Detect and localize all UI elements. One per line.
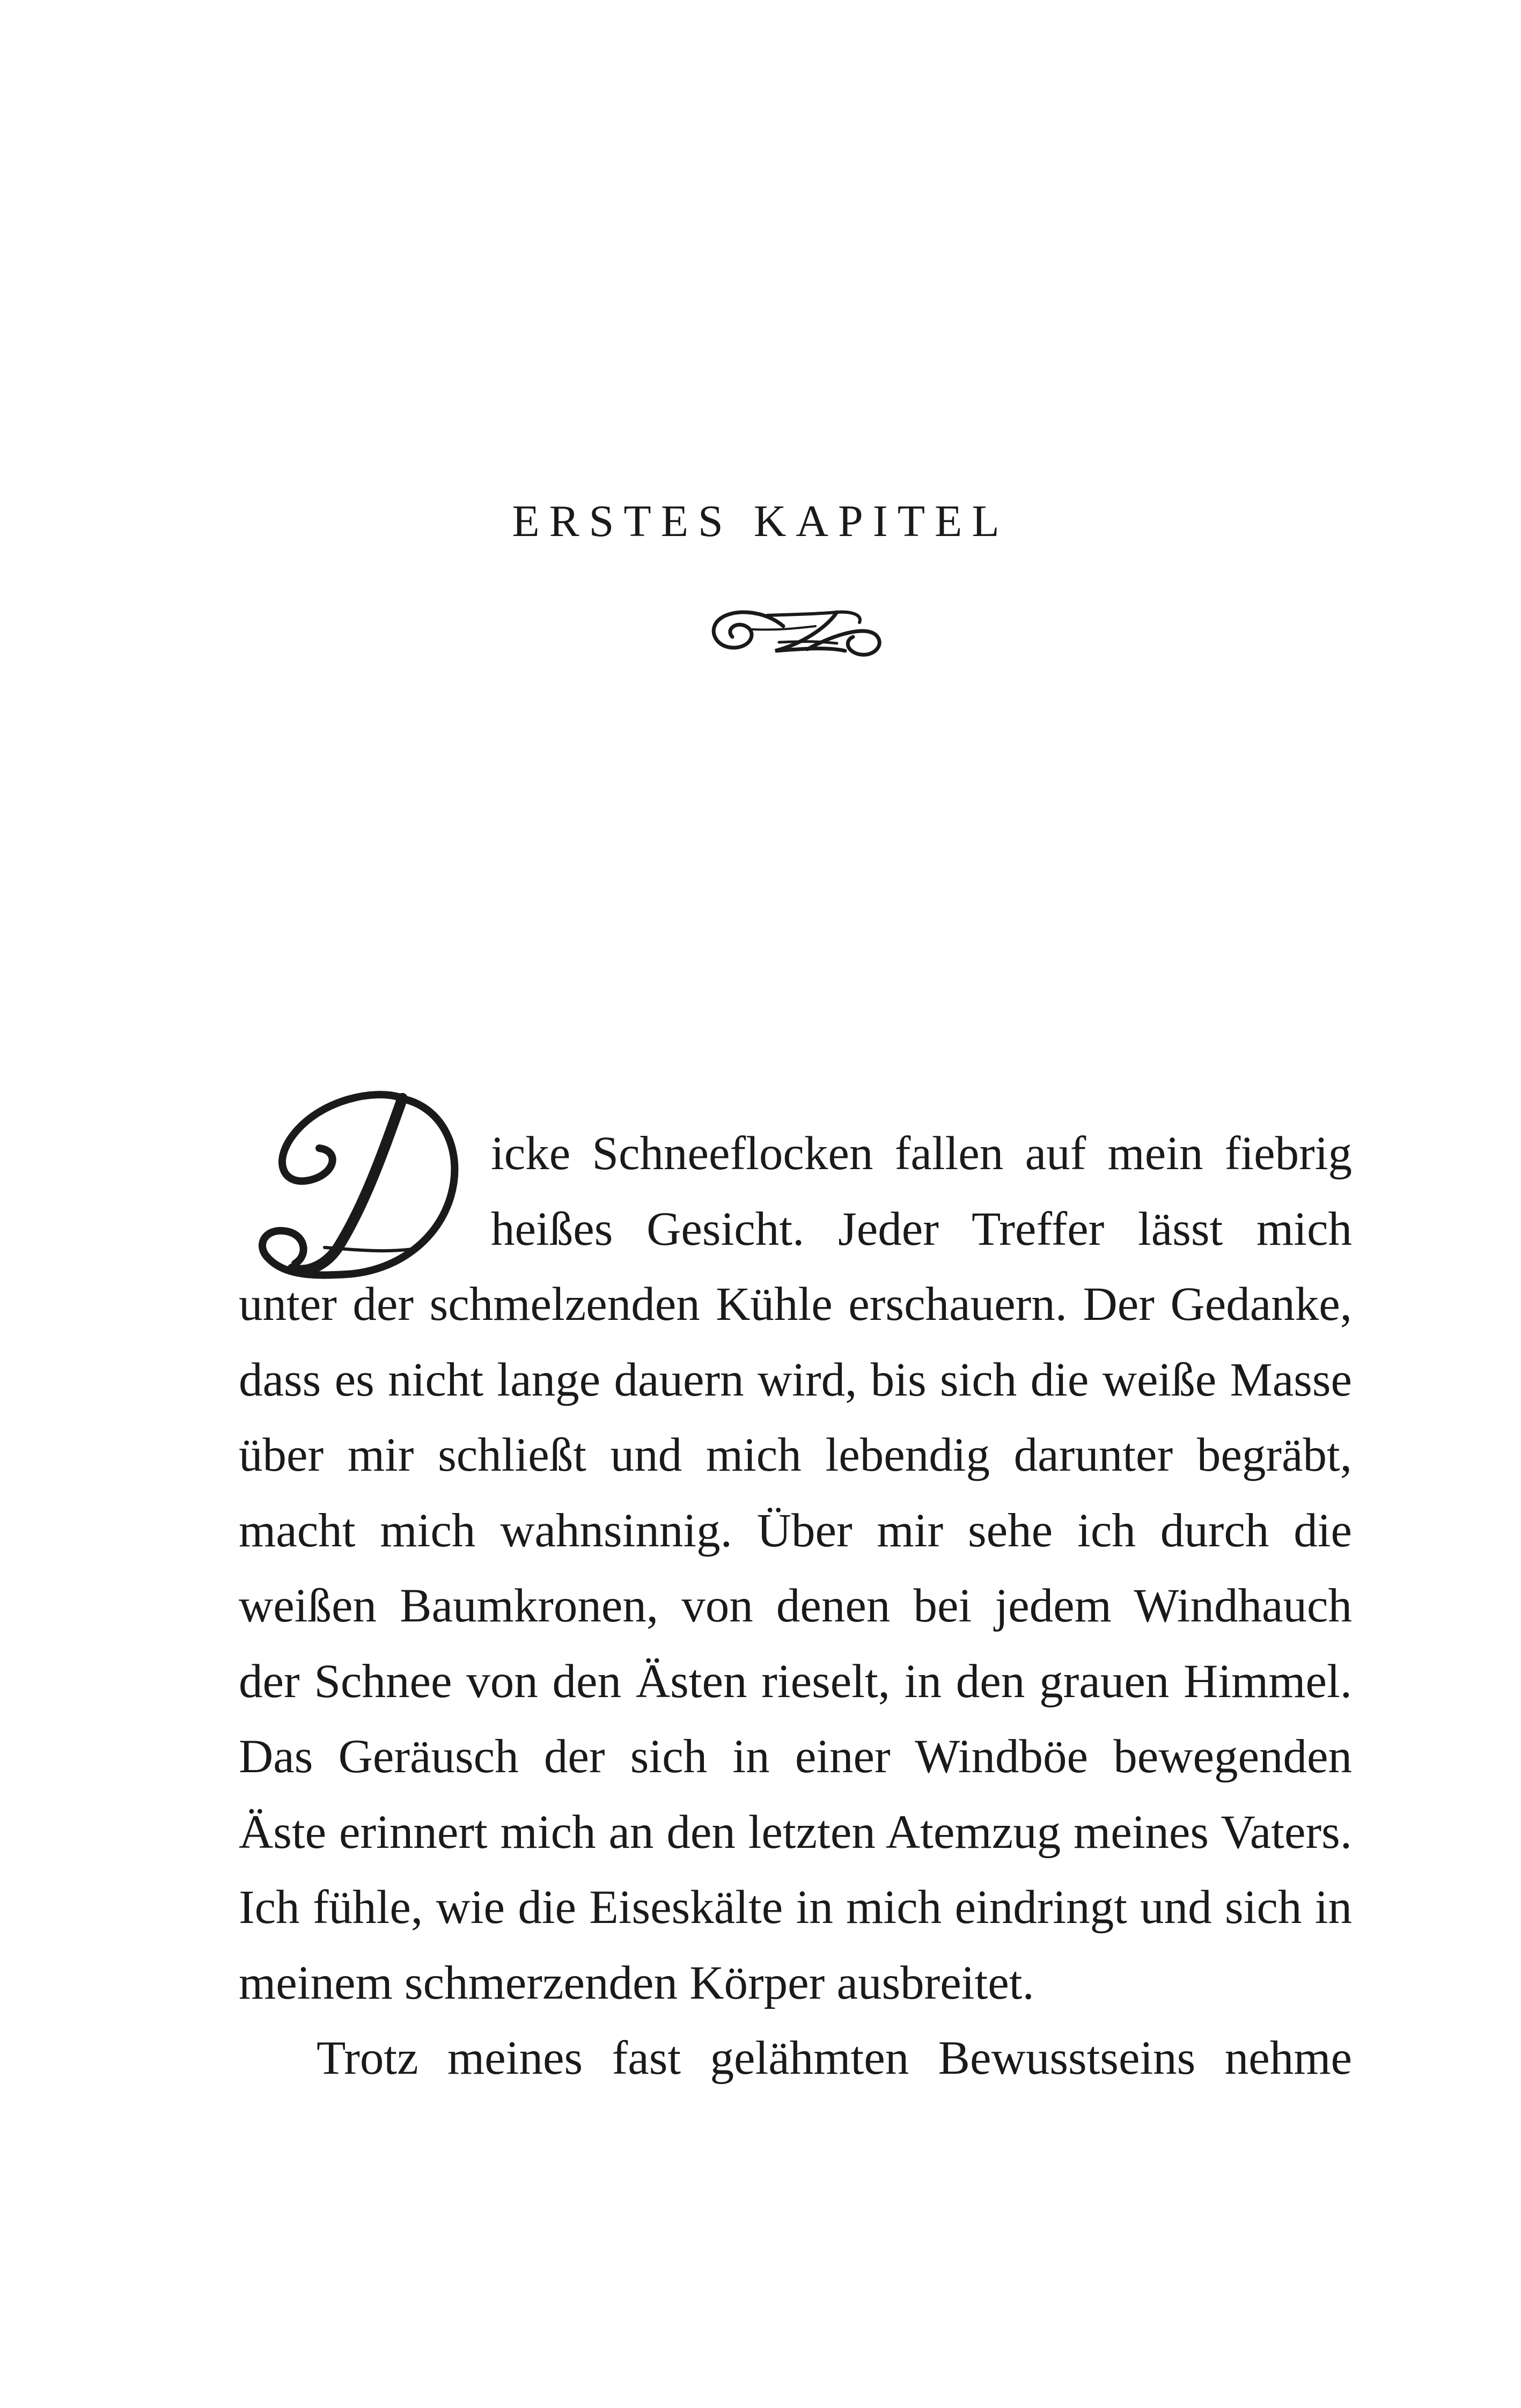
drop-cap bbox=[239, 1086, 477, 1237]
first-paragraph-text: icke Schneeflocken fallen auf mein fiebrig heißes Gesicht. Jeder Treffer lässt mich unter der schmelzenden Kühle erschauern. Der Gedanke, dass es nicht lange dauern wird, bis sich die weiße Masse über mir schließt und mich lebendig darunter begräbt, macht mich wahnsinnig. Über mir sehe ich durch die weißen Baumkronen, von denen bei jedem Windhauch der Schnee von den Ästen rieselt, in den grauen Himmel. Das Geräusch der sich in einer Windböe bewegenden Äste erinnert mich an den letzten Atemzug meines Vaters. Ich fühle, wie die Eiseskälte in mich eindringt und sich in meinem schmerzenden Körper ausbreitet. bbox=[239, 1127, 1352, 2009]
flourish-ornament-icon bbox=[703, 598, 888, 665]
chapter-body-text bbox=[239, 1116, 1352, 2096]
second-paragraph: Trotz meines fast gelähmten Bewusstseins nehme bbox=[317, 2032, 1352, 2084]
first-paragraph bbox=[239, 1116, 1352, 2021]
chapter-heading: ERSTES KAPITEL bbox=[512, 496, 1009, 546]
ornate-script-d-icon bbox=[239, 1086, 477, 1301]
